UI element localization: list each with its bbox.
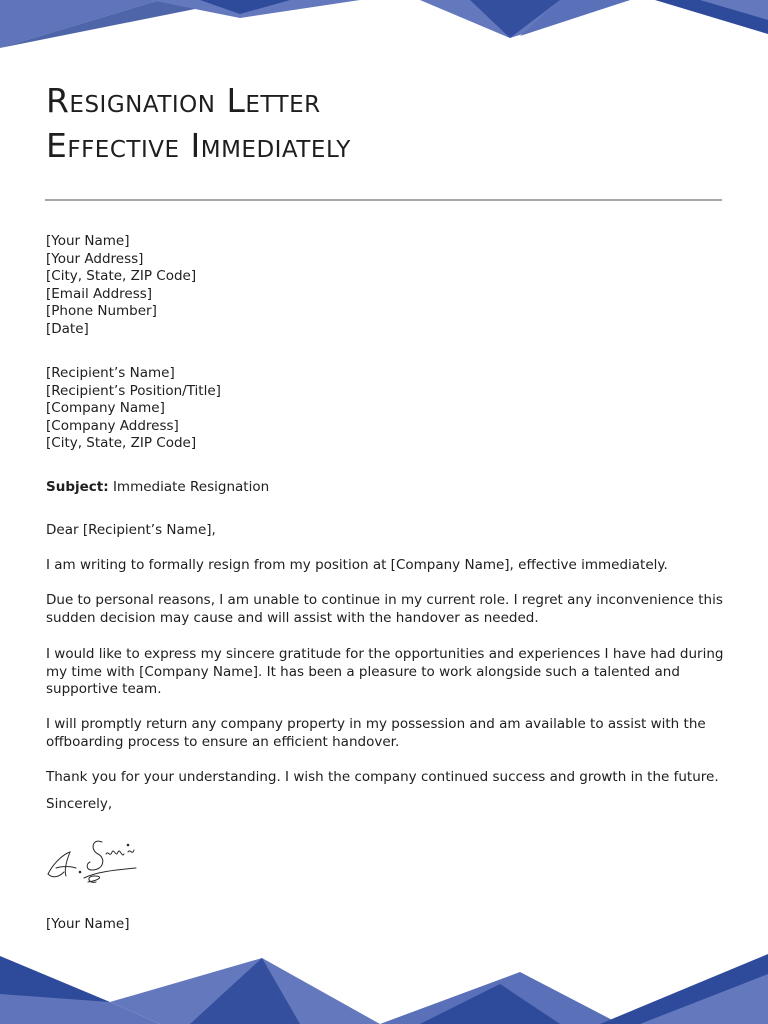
body-paragraph: I will promptly return any company property in my possession and am available to assist with the offboarding process to ensure an efficient handover. [46,716,706,750]
subject-label: Subject: [46,479,109,495]
body-paragraph: Thank you for your understanding. I wish the company continued success and growth in the future. [46,769,719,785]
body-paragraph: I would like to express my sincere gratitude for the opportunities and experiences I have had during my time with [Company Name]. It has been a pleasure to work alongside such a talented and supportive team. [46,646,724,698]
sender-email: [Email Address] [46,285,153,302]
title-line-2: Effective Immediately [46,126,351,165]
sender-date: [Date] [46,320,89,337]
page-title [46,78,351,168]
recipient-company: [Company Name] [46,400,165,417]
body-paragraph: I am writing to formally resign from my position at [Company Name], effective immediately. [46,557,668,573]
sender-name: [Your Name] [46,233,130,249]
subject-text: Immediate Resignation [112,479,270,495]
handwritten-signature [44,832,144,890]
closing: Sincerely, [46,796,113,812]
body-paragraph: Due to personal reasons, I am unable to continue in my current role. I regret any inconvenience this sudden decision may cause and will assist with the handover as needed. [46,592,723,626]
title-divider [45,199,722,201]
sender-phone: [Phone Number] [46,303,157,320]
sender-block [46,233,196,339]
subject-line [46,479,726,497]
greeting: Dear [Recipient’s Name], [46,522,216,538]
sender-city: [City, State, ZIP Code] [46,268,197,285]
recipient-name: [Recipient’s Name] [46,365,175,381]
recipient-address: [Company Address] [46,417,179,434]
sender-address: [Your Address] [46,250,144,267]
bottom-decorative-banner [0,954,768,1024]
title-line-1: Resignation Letter [46,81,321,120]
recipient-block [46,365,221,453]
recipient-title: [Recipient’s Position/Title] [46,382,221,399]
signature-name: [Your Name] [46,916,130,932]
top-decorative-banner [0,0,768,50]
recipient-city: [City, State, ZIP Code] [46,435,197,452]
